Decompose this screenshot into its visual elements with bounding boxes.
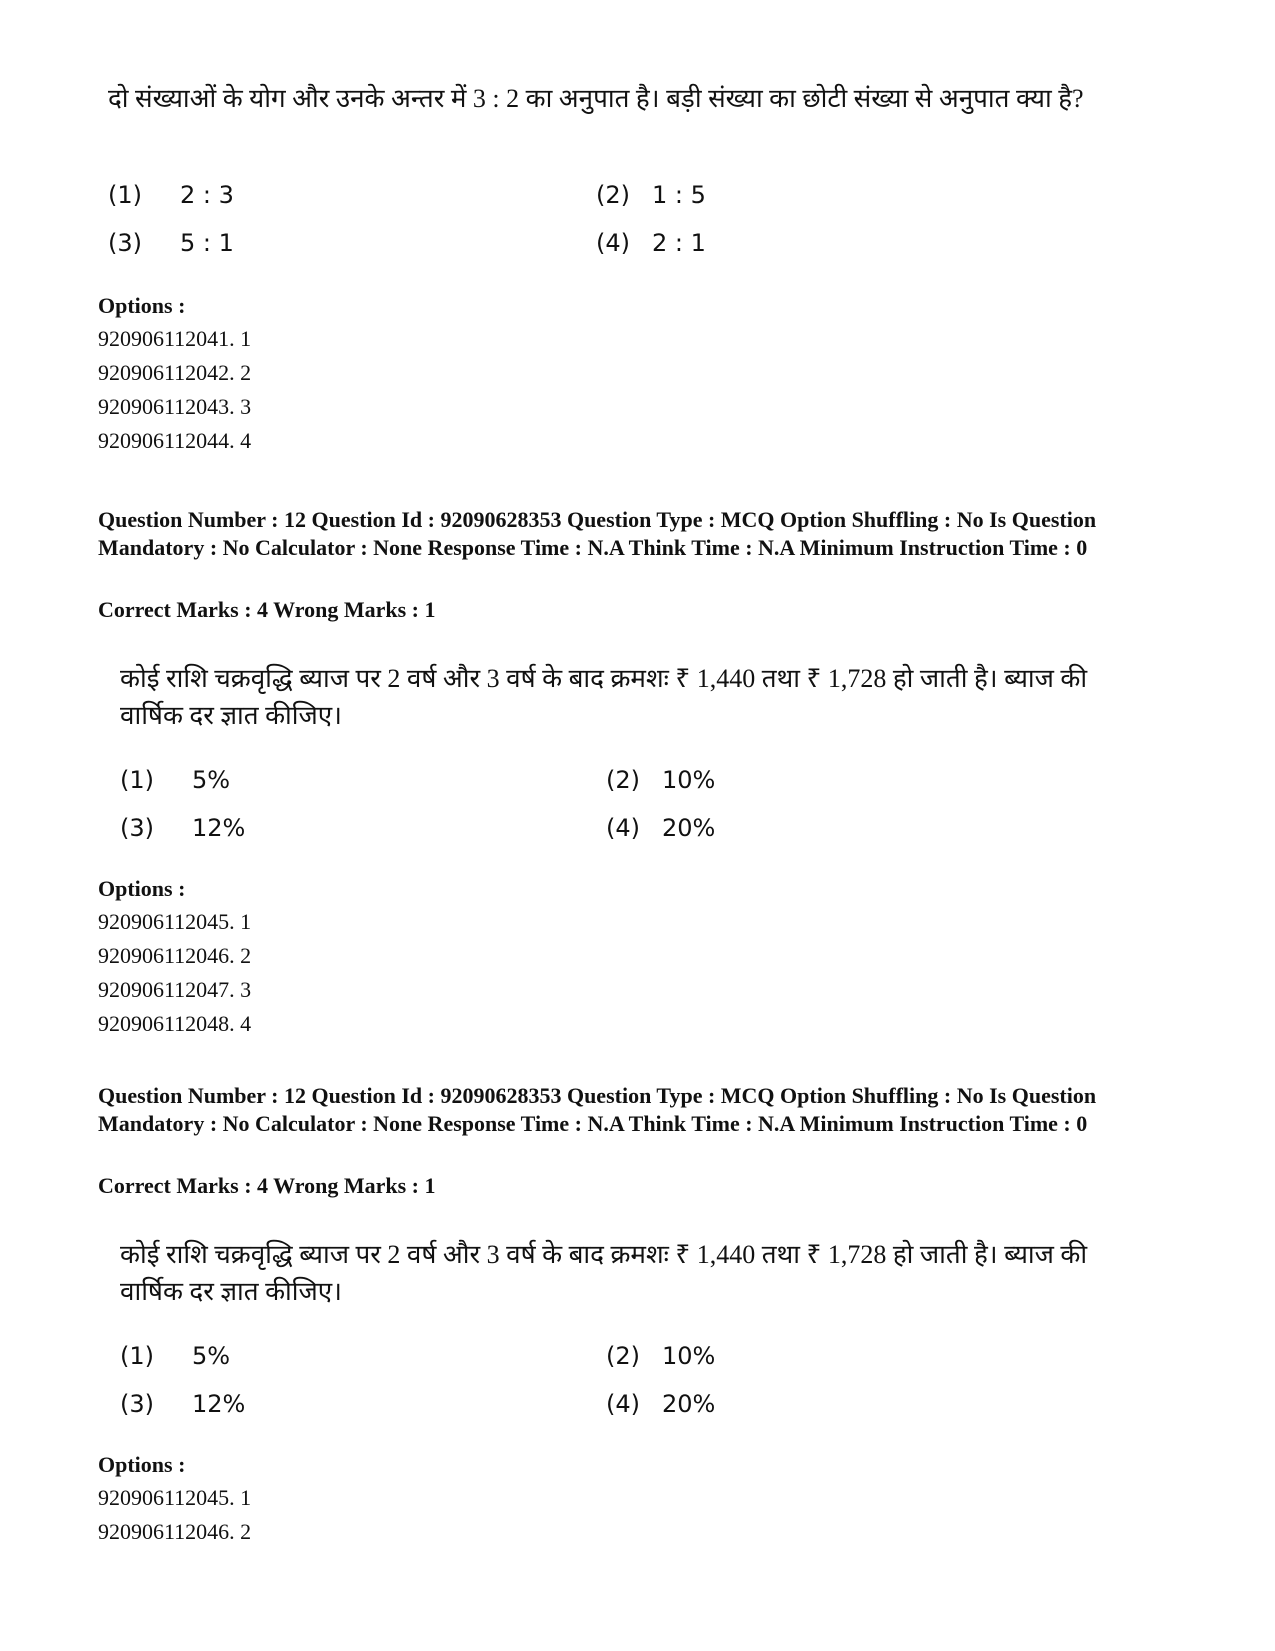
choice-4: [606, 813, 715, 843]
option-item: 920906112047. 3: [98, 977, 252, 1002]
choice-number: (1): [120, 766, 154, 794]
option-item: 920906112045. 1: [98, 1485, 252, 1510]
choice-number: (3): [120, 814, 154, 842]
question-text: कोई राशि चक्रवृद्धि ब्याज पर 2 वर्ष और 3 वर्ष के बाद क्रमशः ₹ 1,440 तथा ₹ 1,728 हो जाती है। ब्याज की वार्षिक दर ज्ञात कीजिए।: [120, 664, 1088, 730]
choice-number: (2): [606, 766, 640, 794]
choice-2: [606, 765, 715, 795]
option-item: 920906112042. 2: [98, 360, 252, 385]
choice-4: [596, 228, 706, 258]
choice-number: (3): [108, 229, 142, 257]
option-item: 920906112041. 1: [98, 326, 252, 351]
choice-1: [120, 765, 230, 795]
options-heading: Options :: [98, 1452, 186, 1477]
choice-number: (2): [596, 181, 630, 209]
marks-info: Correct Marks : 4 Wrong Marks : 1: [98, 597, 436, 622]
choice-number: (1): [120, 1342, 154, 1370]
choice-text: 2 : 1: [652, 229, 706, 257]
choice-3: [120, 1389, 245, 1419]
options-list: [98, 1481, 251, 1549]
options-list: [98, 322, 251, 458]
options-list: [98, 905, 251, 1041]
choice-text: 5 : 1: [180, 229, 234, 257]
choice-number: (3): [120, 1390, 154, 1418]
choice-text: 5%: [192, 766, 231, 794]
choice-text: 20%: [662, 814, 716, 842]
choice-text: 12%: [192, 1390, 246, 1418]
choice-2: [596, 180, 706, 210]
choice-number: (4): [606, 1390, 640, 1418]
choice-text: 5%: [192, 1342, 231, 1370]
choice-text: 10%: [662, 766, 716, 794]
option-item: 920906112045. 1: [98, 909, 252, 934]
option-item: 920906112048. 4: [98, 1011, 252, 1036]
choice-number: (4): [596, 229, 630, 257]
option-item: 920906112044. 4: [98, 428, 252, 453]
choice-3: [108, 228, 234, 258]
choice-number: (4): [606, 814, 640, 842]
choice-1: [108, 180, 234, 210]
question-meta: Question Number : 12 Question Id : 92090628353 Question Type : MCQ Option Shuffling : No Is Question Mandatory : No Calculator : None Response Time : N.A Think Time : N.A Minimum Instruction Time : 0: [98, 1083, 1097, 1136]
options-heading: Options :: [98, 876, 186, 901]
marks-info: Correct Marks : 4 Wrong Marks : 1: [98, 1173, 436, 1198]
choice-number: (2): [606, 1342, 640, 1370]
choice-text: 2 : 3: [180, 181, 234, 209]
choice-4: [606, 1389, 715, 1419]
choice-2: [606, 1341, 715, 1371]
question-text: कोई राशि चक्रवृद्धि ब्याज पर 2 वर्ष और 3 वर्ष के बाद क्रमशः ₹ 1,440 तथा ₹ 1,728 हो जाती है। ब्याज की वार्षिक दर ज्ञात कीजिए।: [120, 1240, 1088, 1306]
choice-text: 1 : 5: [652, 181, 706, 209]
choice-text: 20%: [662, 1390, 716, 1418]
option-item: 920906112046. 2: [98, 1519, 252, 1544]
question-meta: Question Number : 12 Question Id : 92090628353 Question Type : MCQ Option Shuffling : No Is Question Mandatory : No Calculator : None Response Time : N.A Think Time : N.A Minimum Instruction Time : 0: [98, 507, 1097, 560]
choice-text: 10%: [662, 1342, 716, 1370]
choice-number: (1): [108, 181, 142, 209]
options-heading: Options :: [98, 293, 186, 318]
option-item: 920906112046. 2: [98, 943, 252, 968]
choice-text: 12%: [192, 814, 246, 842]
choice-1: [120, 1341, 230, 1371]
choice-3: [120, 813, 245, 843]
question-text: दो संख्याओं के योग और उनके अन्तर में 3 : 2 का अनुपात है। बड़ी संख्या का छोटी संख्या से अनुपात क्या है?: [108, 84, 1084, 113]
option-item: 920906112043. 3: [98, 394, 252, 419]
